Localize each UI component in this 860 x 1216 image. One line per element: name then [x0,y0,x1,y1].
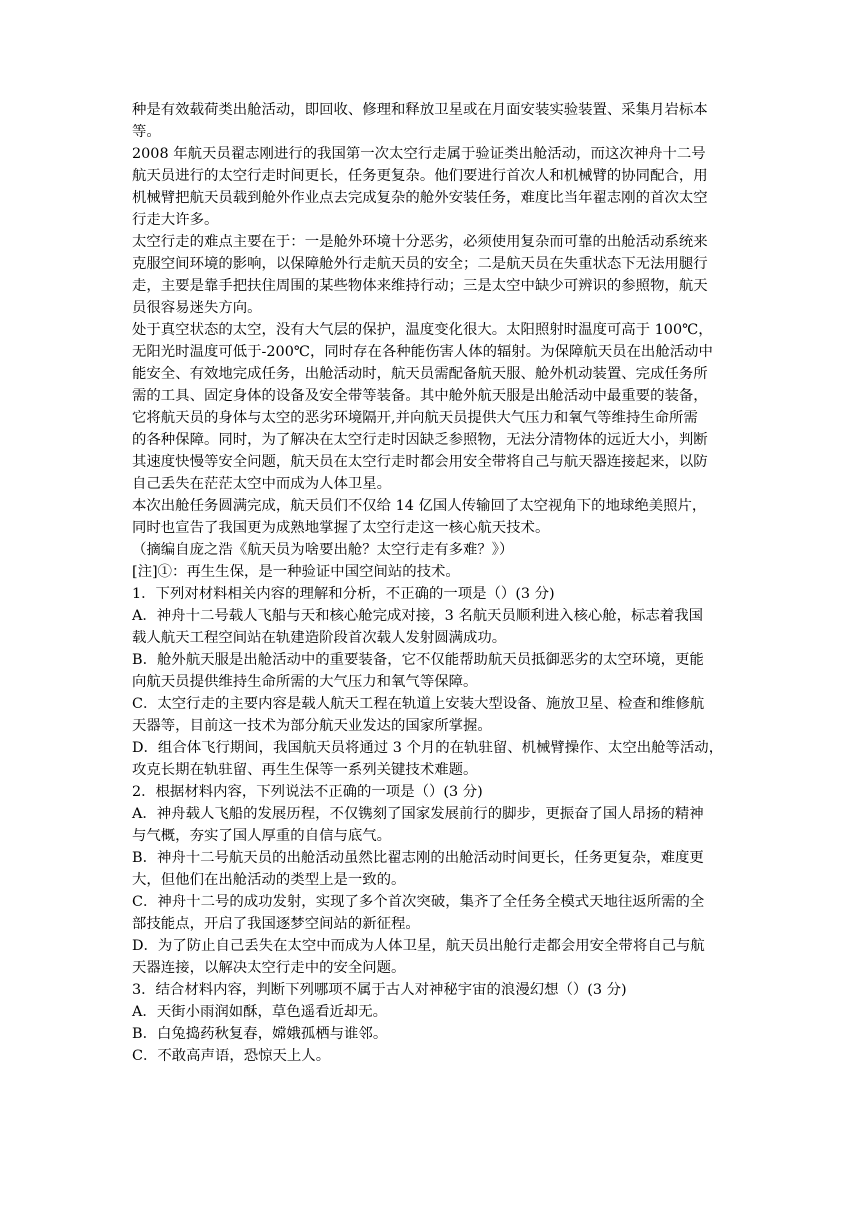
text-line: B．神舟十二号航天员的出舱活动虽然比翟志刚的出舱活动时间更长，任务更复杂，难度更 [132,850,704,866]
text-line: 种是有效载荷类出舱活动，即回收、修理和释放卫星或在月面安装实验装置、采集月岩标本 [132,102,708,118]
document-page [132,99,732,1067]
text-line: [注]①：再生生保，是一种验证中国空间站的技术。 [132,564,460,580]
q1-option-d [132,737,732,781]
source-citation [132,539,732,561]
text-line: 向航天员提供维持生命所需的大气压力和氧气等保障。 [132,674,478,690]
paragraph-2008-comparison [132,143,732,231]
q1-option-b [132,649,732,693]
text-line: C．不敢高声语，恐惊天上人。 [132,1048,331,1064]
text-line: 本次出舱任务圆满完成，航天员们不仅给 14 亿国人传输回了太空视角下的地球绝美照片， [132,498,707,514]
text-line: C．太空行走的主要内容是载人航天工程在轨道上安装大型设备、施放卫星、检查和维修航 [132,696,705,712]
q2-option-b [132,847,732,891]
q3-option-c [132,1045,732,1067]
text-line: D．为了防止自己丢失在太空中而成为人体卫星，航天员出舱行走都会用安全带将自己与航 [132,938,705,954]
question-1-stem [132,583,732,605]
text-line: 能安全、有效地完成任务，出舱活动时，航天员需配备航天服、舱外机动装置、完成任务所 [132,366,708,382]
q3-option-a [132,1001,732,1023]
q3-option-b [132,1023,732,1045]
text-line: C．神舟十二号的成功发射，实现了多个首次突破，集齐了全任务全模式天地往返所需的全 [132,894,705,910]
text-line: 天器连接，以解决太空行走中的安全问题。 [132,960,406,976]
text-line: 需的工具、固定身体的设备及安全带等装备。其中舱外航天服是出舱活动中最重要的装备， [132,388,708,404]
q2-option-a [132,803,732,847]
footnote [132,561,732,583]
text-line: B．白兔捣药秋复春，嫦娥孤栖与谁邻。 [132,1026,388,1042]
question-2-stem [132,781,732,803]
text-line: 等。 [132,124,161,140]
text-line: A．神舟十二号载人飞船与天和核心舱完成对接，3 名航天员顺利进入核心舱，标志着我国 [132,608,703,624]
text-line: A．天街小雨润如酥，草色遥看近却无。 [132,1004,388,1020]
text-line: 同时也宣告了我国更为成熟地掌握了太空行走这一核心航天技术。 [132,520,550,536]
q1-option-c [132,693,732,737]
text-line: 部技能点，开启了我国逐梦空间站的新征程。 [132,916,420,932]
question-3-stem [132,979,732,1001]
paragraph-difficulties [132,231,732,319]
text-line: D．组合体飞行期间，我国航天员将通过 3 个月的在轨驻留、机械臂操作、太空出舱等活动， [132,740,724,756]
text-line: 载人航天工程空间站在轨建造阶段首次载人发射圆满成功。 [132,630,507,646]
text-line: 2．根据材料内容，下列说法不正确的一项是（）(3 分) [132,784,483,800]
paragraph-vacuum-environment [132,319,732,495]
text-line: 的各种保障。同时，为了解决在太空行走时因缺乏参照物，无法分清物体的远近大小，判断 [132,432,708,448]
text-line: 自己丢失在茫茫太空中而成为人体卫星。 [132,476,392,492]
paragraph-eva-types-cont [132,99,732,143]
text-line: 太空行走的难点主要在于：一是舱外环境十分恶劣，必须使用复杂而可靠的出舱活动系统来 [132,234,708,250]
text-line: 员很容易迷失方向。 [132,300,262,316]
text-line: A．神舟载人飞船的发展历程，不仅镌刻了国家发展前行的脚步，更振奋了国人昂扬的精神 [132,806,704,822]
text-line: 处于真空状态的太空，没有大气层的保护，温度变化很大。太阳照射时温度可高于 100℃， [132,322,713,338]
text-line: （摘编自庞之浩《航天员为啥要出舱？太空行走有多难？》） [132,542,514,558]
text-line: 克服空间环境的影响，以保障舱外行走航天员的安全；二是航天员在失重状态下无法用腿行 [132,256,708,272]
text-line: 与气概，夯实了国人厚重的自信与底气。 [132,828,392,844]
text-line: 行走大许多。 [132,212,219,228]
q2-option-c [132,891,732,935]
text-line: B．舱外航天服是出舱活动中的重要装备，它不仅能帮助航天员抵御恶劣的太空环境，更能 [132,652,704,668]
q1-option-a [132,605,732,649]
text-line: 其速度快慢等安全问题，航天员在太空行走时都会用安全带将自己与航天器连接起来，以防 [132,454,708,470]
text-line: 天器等，目前这一技术为部分航天业发达的国家所掌握。 [132,718,492,734]
q2-option-d [132,935,732,979]
text-line: 航天员进行的太空行走时间更长，任务更复杂。他们要进行首次人和机械臂的协同配合，用 [132,168,708,184]
paragraph-mission-complete [132,495,732,539]
text-line: 大，但他们在出舱活动的类型上是一致的。 [132,872,406,888]
text-line: 2008 年航天员翟志刚进行的我国第一次太空行走属于验证类出舱活动，而这次神舟十二号 [132,146,706,162]
text-line: 1．下列对材料相关内容的理解和分析，不正确的一项是（）(3 分) [132,586,555,602]
text-line: 机械臂把航天员载到舱外作业点去完成复杂的舱外安装任务，难度比当年翟志刚的首次太空 [132,190,708,206]
text-line: 攻克长期在轨驻留、再生生保等一系列关键技术难题。 [132,762,478,778]
text-line: 它将航天员的身体与太空的恶劣环境隔开,并向航天员提供大气压力和氧气等维持生命所需 [132,410,698,426]
text-line: 无阳光时温度可低于-200℃，同时存在各种能伤害人体的辐射。为保障航天员在出舱活动中 [132,344,713,360]
text-line: 走，主要是靠手把扶住周围的某些物体来维持行动；三是太空中缺少可辨识的参照物，航天 [132,278,708,294]
text-line: 3．结合材料内容，判断下列哪项不属于古人对神秘宇宙的浪漫幻想（）(3 分) [132,982,627,998]
